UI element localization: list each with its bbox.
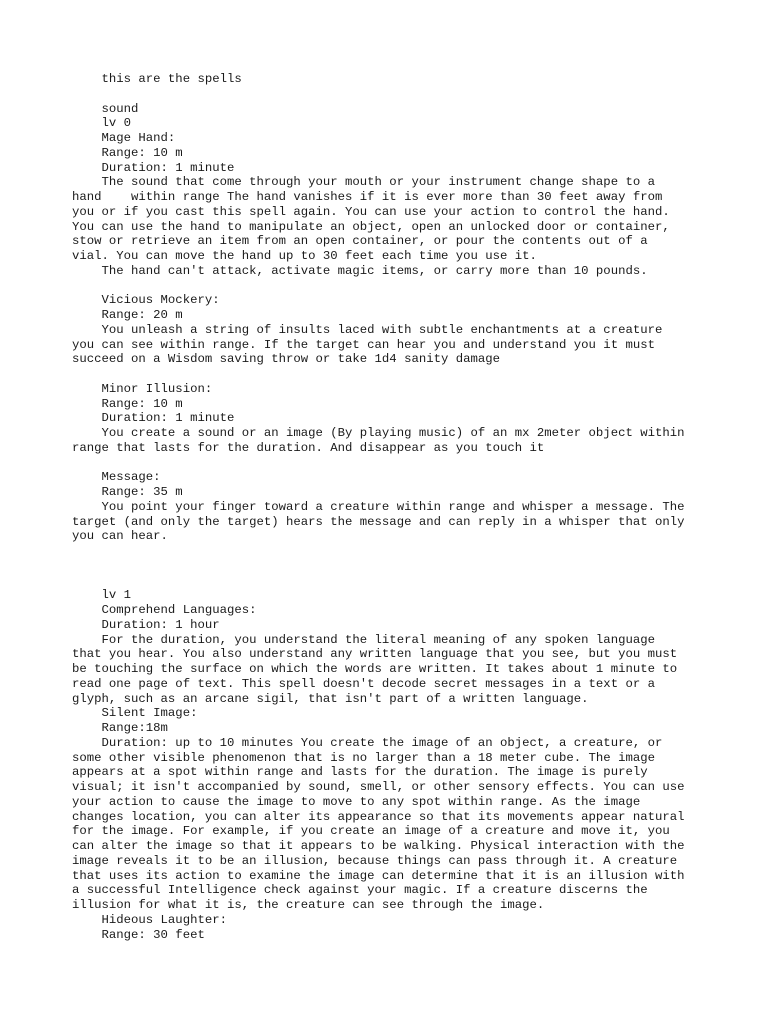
text-line xyxy=(72,367,712,382)
text-line: can alter the image so that it appears to be walking. Physical interaction with the xyxy=(72,839,685,853)
text-line: target (and only the target) hears the message and can reply in a whisper that only xyxy=(72,514,685,529)
text-line: glyph, such as an arcane sigil, that isn't part of a written language. xyxy=(72,691,589,706)
text-line: Silent Image: xyxy=(72,706,198,721)
text-line xyxy=(72,544,712,559)
text-line: The hand can't attack, activate magic items, or carry more than 10 pounds. xyxy=(72,263,648,278)
text-line: Duration: 1 minute xyxy=(72,411,235,426)
text-line: lv 0 xyxy=(72,116,132,131)
text-line: Range: 30 feet xyxy=(72,927,205,942)
text-line: succeed on a Wisdom saving throw or take 1d4 sanity damage xyxy=(72,352,501,367)
text-line: You point your finger toward a creature within range and whisper a message. The xyxy=(72,499,685,514)
text-line: You unleash a string of insults laced with subtle enchantments at a creature xyxy=(72,322,663,337)
text-line: hand within range The hand vanishes if it is ever more than 30 feet away from xyxy=(72,190,663,204)
text-line: for the image. For example, if you create an image of a creature and move it, you xyxy=(72,824,670,839)
text-line: illusion for what it is, the creature can see through the image. xyxy=(72,898,545,912)
text-line: Minor Illusion: xyxy=(72,381,213,396)
text-line: Hideous Laughter: xyxy=(72,912,227,927)
text-line: sound xyxy=(72,101,139,116)
text-line: Range:18m xyxy=(72,721,168,735)
text-line xyxy=(72,574,712,589)
text-line: read one page of text. This spell doesn't decode secret messages in a text or a xyxy=(72,676,655,691)
text-line: For the duration, you understand the literal meaning of any spoken language xyxy=(72,632,655,647)
document-page xyxy=(72,72,712,942)
text-line: Duration: up to 10 minutes You create the image of an object, a creature, or xyxy=(72,735,663,750)
text-line: You create a sound or an image (By playing music) of an mx 2meter object within xyxy=(72,426,685,440)
text-line: this are the spells xyxy=(72,72,242,86)
text-line: some other visible phenomenon that is no larger than a 18 meter cube. The image xyxy=(72,750,655,765)
text-line xyxy=(72,87,712,102)
text-line xyxy=(72,456,712,471)
text-line: vial. You can move the hand up to 30 feet each time you use it. xyxy=(72,249,537,263)
text-line: you can see within range. If the target can hear you and understand you it must xyxy=(72,337,655,352)
text-line: range that lasts for the duration. And disappear as you touch it xyxy=(72,440,545,455)
text-line: Duration: 1 hour xyxy=(72,617,220,632)
text-line: Range: 20 m xyxy=(72,308,183,322)
text-line: you or if you cast this spell again. You can use your action to control the hand. xyxy=(72,204,670,219)
text-line: Comprehend Languages: xyxy=(72,603,257,617)
text-line: Range: 10 m xyxy=(72,396,183,411)
text-line: lv 1 xyxy=(72,588,132,603)
text-line: You can use the hand to manipulate an object, open an unlocked door or container, xyxy=(72,219,670,234)
text-line: stow or retrieve an item from an open container, or pour the contents out of a xyxy=(72,234,648,249)
text-line: be touching the surface on which the words are written. It takes about 1 minute to xyxy=(72,662,678,676)
text-line: Duration: 1 minute xyxy=(72,160,235,175)
text-line: Mage Hand: xyxy=(72,131,176,145)
text-line: you can hear. xyxy=(72,529,168,544)
text-line: that you hear. You also understand any written language that you see, but you must xyxy=(72,647,678,662)
text-line xyxy=(72,559,712,574)
text-line: Message: xyxy=(72,470,161,485)
text-line: a successful Intelligence check against your magic. If a creature discerns the xyxy=(72,883,648,898)
text-line: The sound that come through your mouth or your instrument change shape to a xyxy=(72,175,655,190)
text-line: that uses its action to examine the image can determine that it is an illusion with xyxy=(72,868,685,883)
text-line: Range: 35 m xyxy=(72,485,183,499)
text-line: Range: 10 m xyxy=(72,145,183,160)
text-line: image reveals it to be an illusion, because things can pass through it. A creature xyxy=(72,853,678,868)
text-line: visual; it isn't accompanied by sound, smell, or other sensory effects. You can use xyxy=(72,780,685,794)
text-line: your action to cause the image to move to any spot within range. As the image xyxy=(72,794,641,809)
text-line: appears at a spot within range and lasts for the duration. The image is purely xyxy=(72,765,648,780)
text-line: changes location, you can alter its appearance so that its movements appear natural xyxy=(72,809,685,824)
text-line xyxy=(72,279,712,294)
text-line: Vicious Mockery: xyxy=(72,293,220,308)
